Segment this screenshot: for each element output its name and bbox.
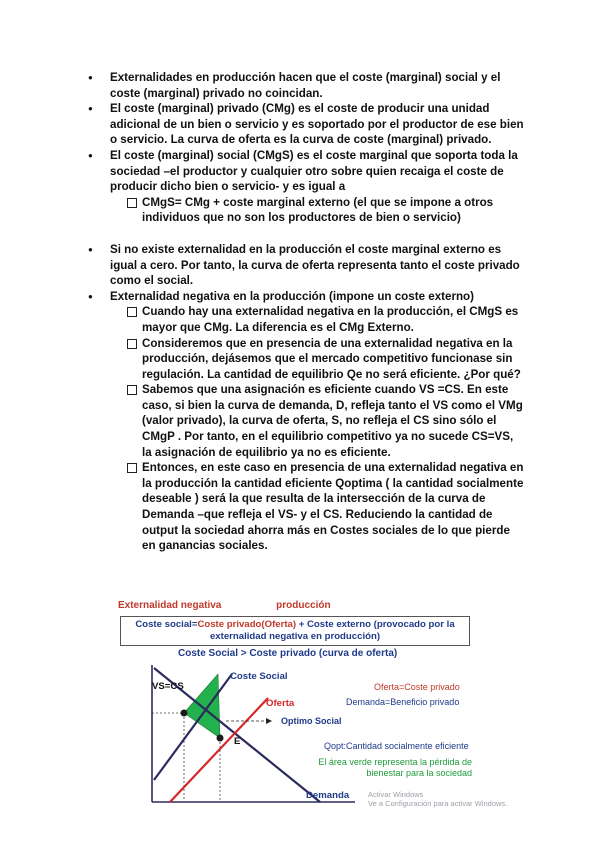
- sub-asignacion-eficiente: Sabemos que una asignación es eficiente cuando VS =CS. En este caso, si bien la curva de demanda, D, refleja tanto el VS como el VMg (valor privado), la curva de oferta, S, no refleja el CS sino sólo el CMgP . Por tanto, en el equilibrio competitivo ya no sucede CS=VS, la asignación de equilibrio ya no es eficiente.: [84, 382, 524, 460]
- watermark-line-2: Ve a Configuración para activar Windows.: [368, 799, 508, 808]
- optimum-point: [181, 710, 188, 717]
- cut-title-left: Externalidad negativa: [118, 600, 222, 611]
- bullet-externalidad-negativa: ● Externalidad negativa en la producción (impone un coste externo): [84, 289, 524, 305]
- sub-cantidad-optima: Entonces, en este caso en presencia de una externalidad negativa en la producción la cantidad eficiente Qoptima ( la cantidad socialmente deseable ) será la que resulta de la intersección de la curva de Demanda –que refleja el VS- y el CS. Reduciendo la cantidad de output la sociedad ahorra más en Costes sociales de lo que pierde en ganancias sociales.: [84, 460, 524, 554]
- document-body: [84, 70, 524, 554]
- legend-oferta: Oferta=Coste privado: [374, 682, 460, 692]
- bullet-coste-social: ● El coste (marginal) social (CMgS) es el coste marginal que soporta toda la sociedad –el productor y cualquier otro sobre quien recaiga el coste de producir dicho bien o servicio- y es igual a: [84, 148, 524, 195]
- label-optimo-social: Optimo Social: [281, 716, 342, 726]
- label-demanda: Demanda: [306, 790, 350, 801]
- legend-area-verde: El área verde representa la pérdida de bienestar para la sociedad: [318, 757, 472, 778]
- label-oferta: Oferta: [266, 698, 295, 709]
- bullet-coste-privado: ● El coste (marginal) privado (CMg) es el coste de producir una unidad adicional de un bien o servicio y es soportado por el productor de ese bien o servicio. La curva de oferta es la curva de coste (marginal) privado.: [84, 101, 524, 148]
- bullet-externalidades: ● Externalidades en producción hacen que el coste (marginal) social y el coste (marginal) privado no coincidan.: [84, 70, 524, 101]
- legend-qopt: Qopt:Cantidad socialmente eficiente: [324, 741, 469, 751]
- figure-caption: Coste Social > Coste privado (curva de oferta): [178, 648, 398, 659]
- bullet-sin-externalidad: ● Si no existe externalidad en la producción el coste marginal externo es igual a cero. Por tanto, la curva de oferta representa tanto el coste privado como el social.: [84, 242, 524, 289]
- box-part-coste-externo: + Coste externo (provocado por la externalidad negativa en producción): [209, 619, 455, 642]
- label-equilibrium-e: E: [234, 736, 241, 747]
- label-coste-social: Coste Social: [230, 671, 288, 682]
- coste-social-definition-box: [120, 616, 470, 646]
- sub-cmgs-formula: CMgS= CMg + coste marginal externo (el que se impone a otros individuos que no son los productores de bien o servicio): [84, 195, 524, 226]
- label-vs-cs: VS=CS: [152, 681, 184, 692]
- optimo-arrowhead: [266, 718, 272, 724]
- box-part-coste-privado: Coste privado(Oferta): [197, 619, 297, 630]
- cut-title-right: producción: [276, 600, 331, 611]
- legend-demanda: Demanda=Beneficio privado: [346, 697, 460, 707]
- box-part-coste-social: Coste social=: [135, 619, 198, 630]
- equilibrium-point: [217, 735, 224, 742]
- sub-cmgs-mayor: Cuando hay una externalidad negativa en la producción, el CMgS es mayor que CMg. La diferencia es el CMg Externo.: [84, 304, 524, 335]
- figure-cut-title: [118, 600, 383, 611]
- sub-consideremos: Consideremos que en presencia de una externalidad negativa en la producción, dejásemos que el mercado competitivo funcionase sin regulación. La cantidad de equilibrio Qe no será eficiente. ¿Por qué?: [84, 336, 524, 383]
- watermark-line-1: Activar Windows: [368, 790, 424, 799]
- windows-watermark: [368, 790, 507, 808]
